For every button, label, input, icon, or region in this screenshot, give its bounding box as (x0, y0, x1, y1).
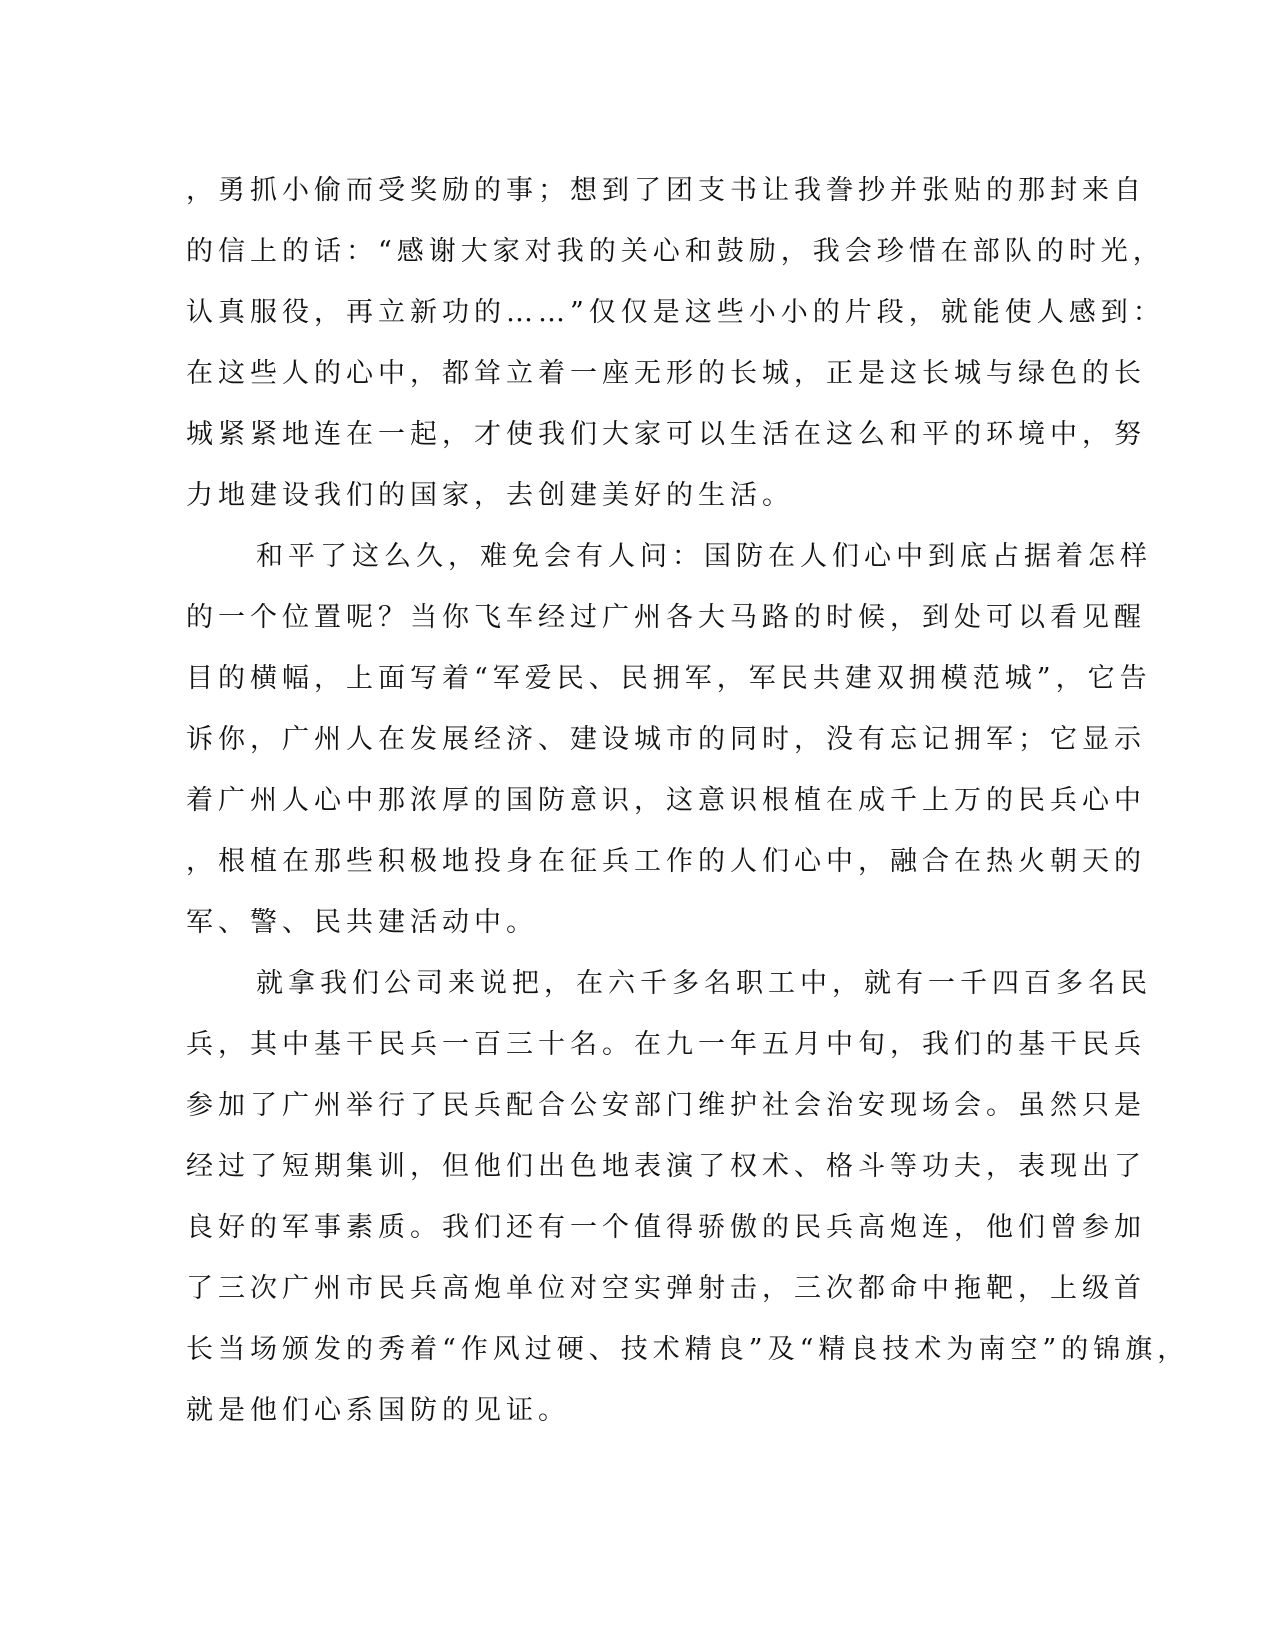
paragraph-3 (186, 953, 1190, 1441)
text-line: 良好的军事素质。我们还有一个值得骄傲的民兵高炮连，他们曾参加 (186, 1212, 1146, 1243)
paragraph-2 (186, 526, 1152, 953)
document-body (186, 160, 1190, 1441)
text-line: 的信上的话：“感谢大家对我的关心和鼓励，我会珍惜在部队的时光， (186, 236, 1165, 267)
text-line: 目的横幅，上面写着“军爱民、民拥军，军民共建双拥模范城”，它告 (186, 663, 1152, 694)
text-line: 经过了短期集训，但他们出色地表演了权术、格斗等功夫，表现出了 (186, 1151, 1146, 1182)
text-line: 和平了这么久，难免会有人问：国防在人们心中到底占据着怎样 (256, 541, 1152, 572)
text-line: 兵，其中基干民兵一百三十名。在九一年五月中旬，我们的基干民兵 (186, 1029, 1146, 1060)
text-line: 着广州人心中那浓厚的国防意识，这意识根植在成千上万的民兵心中 (186, 785, 1146, 816)
text-line: 诉你，广州人在发展经济、建设城市的同时，没有忘记拥军；它显示 (186, 724, 1146, 755)
text-line: ，根植在那些积极地投身在征兵工作的人们心中，融合在热火朝天的 (186, 846, 1146, 877)
text-line: 军、警、民共建活动中。 (186, 907, 538, 938)
text-line: 城紧紧地连在一起，才使我们大家可以生活在这么和平的环境中，努 (186, 419, 1146, 450)
text-line: 的一个位置呢？当你飞车经过广州各大马路的时候，到处可以看见醒 (186, 602, 1146, 633)
text-line: 了三次广州市民兵高炮单位对空实弹射击，三次都命中拖靶，上级首 (186, 1273, 1146, 1304)
paragraph-1 (186, 160, 1165, 526)
text-line: 长当场颁发的秀着“作风过硬、技术精良”及“精良技术为南空”的锦旗， (186, 1334, 1190, 1365)
text-line: 认真服役，再立新功的……”仅仅是这些小小的片段，就能使人感到： (186, 297, 1165, 328)
text-line: 就拿我们公司来说把，在六千多名职工中，就有一千四百多名民 (256, 968, 1152, 999)
text-line: 就是他们心系国防的见证。 (186, 1395, 570, 1426)
text-line: ，勇抓小偷而受奖励的事；想到了团支书让我誊抄并张贴的那封来自 (186, 175, 1146, 206)
text-line: 力地建设我们的国家，去创建美好的生活。 (186, 480, 794, 511)
text-line: 参加了广州举行了民兵配合公安部门维护社会治安现场会。虽然只是 (186, 1090, 1146, 1121)
text-line: 在这些人的心中，都耸立着一座无形的长城，正是这长城与绿色的长 (186, 358, 1146, 389)
